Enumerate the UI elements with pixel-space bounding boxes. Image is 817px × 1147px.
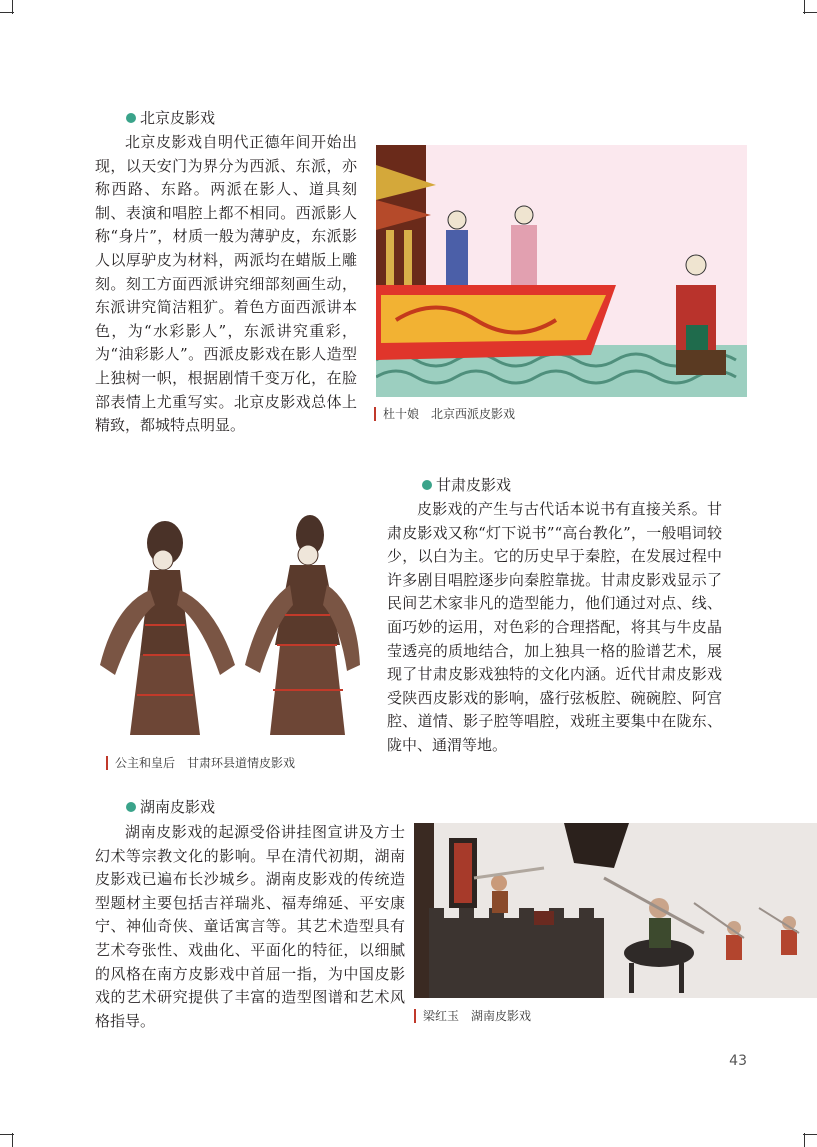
bullet-dot-icon	[422, 480, 432, 490]
photo-princess-and-empress	[95, 505, 363, 742]
section-body-beijing: 北京皮影戏自明代正德年间开始出现，以天安门为界分为西派、东派，亦称西路、东路。两派在影人、道具刻制、表演和唱腔上都不相同。西派影人称“身片”，材质一般为薄驴皮，东派影人以厚驴皮为材料，两派均在蜡版上雕刻。刻工方面西派讲究细部刻画生动，东派讲究简洁粗犷。着色方面西派讲本色，为“水彩影人”，东派讲究重彩，为“油彩影人”。西派皮影戏在影人造型上独树一帜，根据剧情千变万化，在脸部表情上尤重写实。北京皮影戏总体上精致，都城特点明显。	[95, 133, 357, 435]
section-body-gansu: 皮影戏的产生与古代话本说书有直接关系。甘肃皮影戏又称“灯下说书”“高台教化”，一般唱词较少，以白为主。它的历史早于秦腔，在发展过程中许多剧目唱腔逐步向秦腔靠拢。甘肃皮影戏显示了民间艺术家非凡的造型能力，他们通过对点、线、面巧妙的运用，对色彩的合理搭配，将其与牛皮晶莹透亮的质地结合，加上独具一格的脸谱艺术，展现了甘肃皮影戏独特的文化内涵。近代甘肃皮影戏受陕西皮影戏的影响，盛行弦板腔、碗碗腔、阿宫腔、道情、影子腔等唱腔，戏班主要集中在陇东、陇中、通渭等地。	[387, 500, 722, 754]
bullet-dot-icon	[126, 802, 136, 812]
caption-title: 公主和皇后	[115, 756, 176, 770]
photo-caption-gansu	[106, 756, 295, 770]
crop-mark	[12, 1133, 13, 1147]
photo-caption-hunan	[414, 1009, 531, 1023]
shadow-puppet-boat-scene	[376, 145, 747, 397]
shadow-puppet-battle-scene	[414, 823, 817, 998]
caption-desc: 甘肃环县道情皮影戏	[187, 756, 296, 770]
caption-title: 梁红玉	[423, 1009, 460, 1023]
section-heading-gansu	[422, 475, 511, 495]
crop-mark	[804, 1133, 805, 1147]
section-title: 北京皮影戏	[140, 109, 216, 127]
section-heading-hunan	[126, 797, 215, 817]
caption-desc: 湖南皮影戏	[471, 1009, 532, 1023]
section-title: 湖南皮影戏	[140, 798, 216, 816]
bullet-dot-icon	[126, 113, 136, 123]
shadow-puppet-figures	[95, 505, 363, 742]
photo-caption-beijing	[374, 407, 515, 421]
crop-mark	[803, 1134, 817, 1135]
section-title: 甘肃皮影戏	[436, 476, 512, 494]
section-body-hunan: 湖南皮影戏的起源受俗讲挂图宣讲及方士幻术等宗教文化的影响。早在清代初期，湖南皮影戏已遍布长沙城乡。湖南皮影戏的传统造型题材主要包括吉祥瑞兆、福寿绵延、平安康宁、神仙奇侠、童话寓言等。其艺术造型具有艺术夸张性、戏曲化、平面化的特征，以细腻的风格在南方皮影戏中首屈一指，为中国皮影戏的艺术研究提供了丰富的造型图谱和艺术风格指导。	[95, 823, 405, 1030]
crop-mark	[803, 12, 817, 13]
crop-mark	[0, 1134, 14, 1135]
photo-du-shiniang	[376, 145, 747, 397]
page-number: 43	[729, 1053, 747, 1069]
section-heading-beijing	[126, 108, 215, 128]
caption-title: 杜十娘	[383, 407, 420, 421]
photo-liang-hongyu	[414, 823, 817, 998]
crop-mark	[0, 12, 14, 13]
caption-desc: 北京西派皮影戏	[431, 407, 516, 421]
